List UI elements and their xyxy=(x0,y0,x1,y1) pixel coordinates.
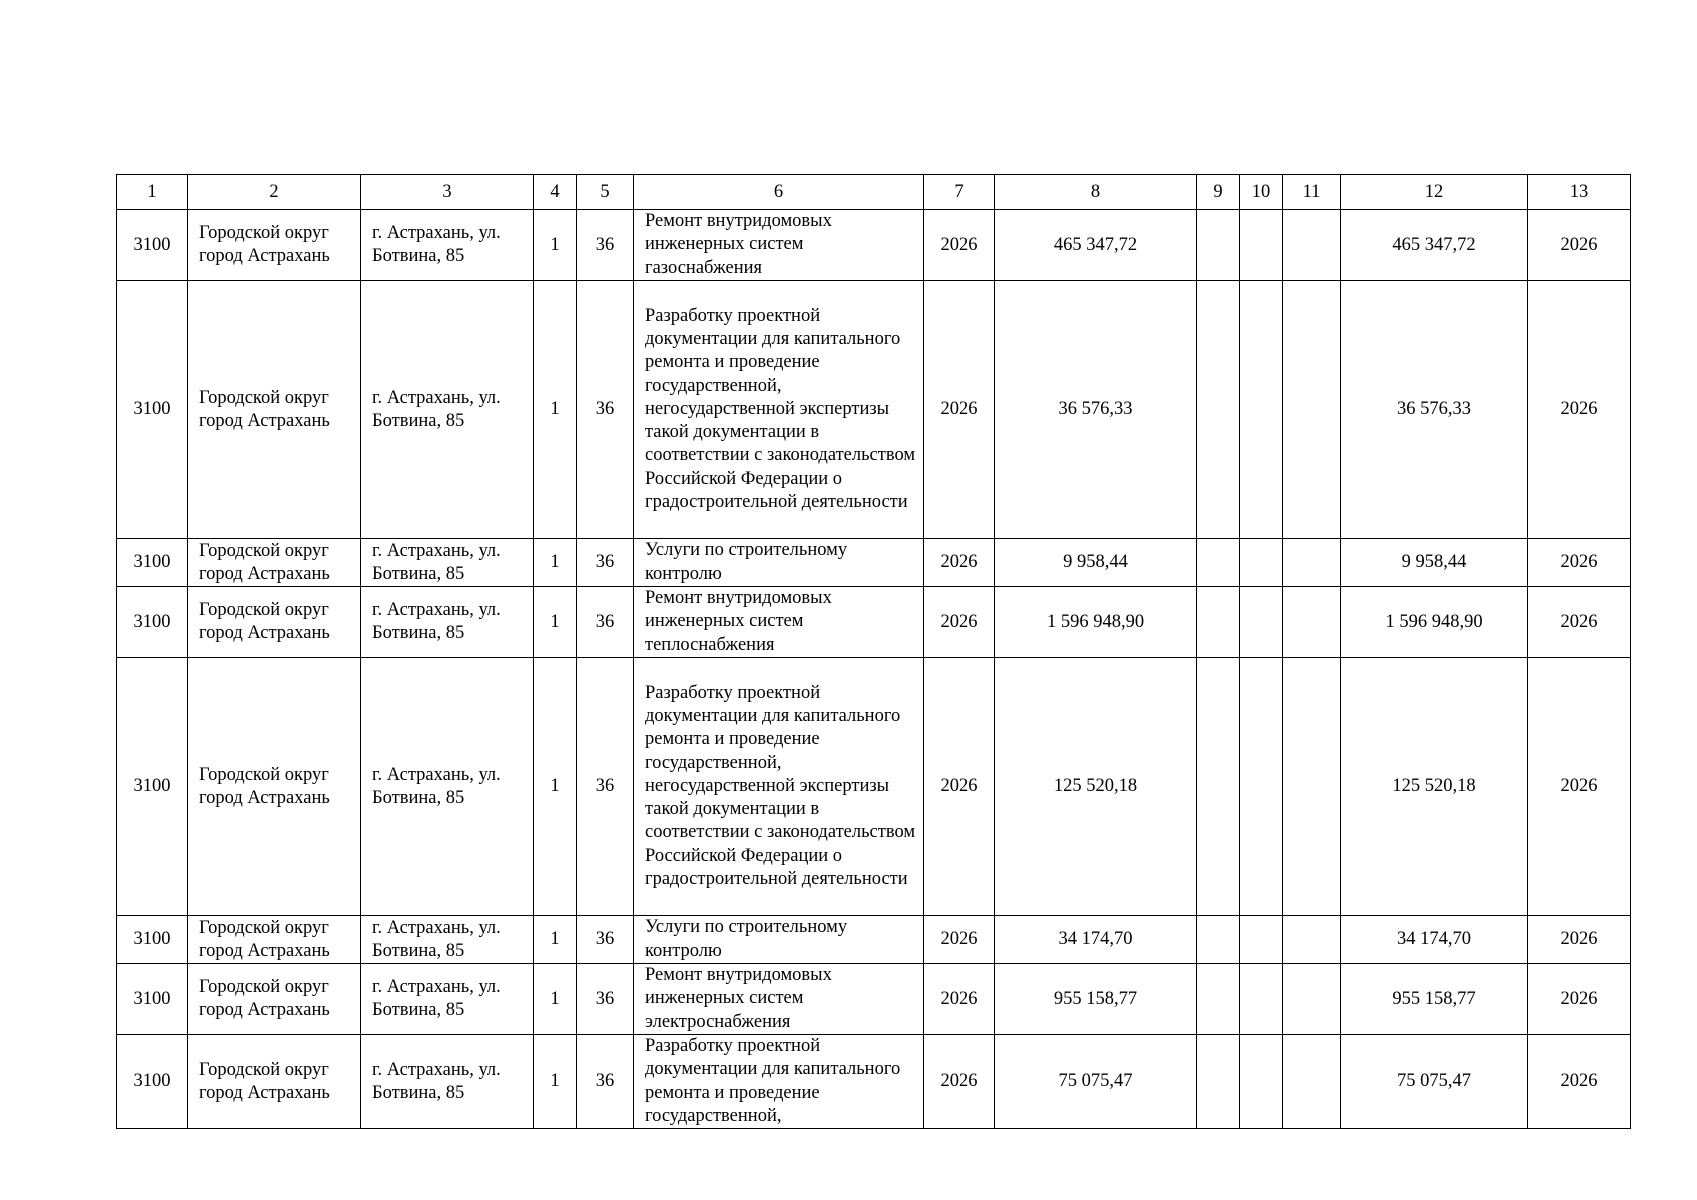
count-text: 1 xyxy=(550,1071,560,1092)
code-text: 3100 xyxy=(133,776,171,796)
empty-cell-9 xyxy=(1197,658,1240,916)
count-text: 1 xyxy=(550,988,560,1009)
total-cost-text: 36 576,33 xyxy=(1397,399,1471,419)
work-description-cell xyxy=(634,539,924,587)
address-cell xyxy=(361,916,534,964)
address-text: г. Астрахань, ул. Ботвина, 85 xyxy=(372,917,501,961)
empty-cell-9 xyxy=(1197,281,1240,539)
work-description-cell xyxy=(634,1035,924,1129)
table-row xyxy=(117,539,1631,587)
municipality-text: Городской округ город Астрахань xyxy=(199,540,330,584)
year-cell xyxy=(924,916,995,964)
address-cell xyxy=(361,539,534,587)
count-cell xyxy=(534,964,577,1035)
total-cost-cell xyxy=(1341,539,1528,587)
cost-text: 125 520,18 xyxy=(1053,776,1138,796)
number-text: 36 xyxy=(595,611,615,632)
cost-cell xyxy=(995,1035,1197,1129)
year-text: 2026 xyxy=(940,611,978,632)
year-text: 2026 xyxy=(940,929,978,949)
year-cell xyxy=(924,210,995,281)
empty-cell-11 xyxy=(1283,1035,1341,1129)
column-number-8: 8 xyxy=(995,175,1197,210)
total-cost-cell xyxy=(1341,658,1528,916)
cost-cell xyxy=(995,916,1197,964)
completion-year-cell xyxy=(1528,658,1631,916)
number-cell xyxy=(577,916,634,964)
municipality-text: Городской округ город Астрахань xyxy=(199,600,330,643)
municipality-cell xyxy=(188,916,361,964)
address-text: г. Астрахань, ул. Ботвина, 85 xyxy=(372,540,501,584)
number-text: 36 xyxy=(595,1071,615,1092)
number-cell xyxy=(577,210,634,281)
cost-text: 9 958,44 xyxy=(1063,552,1128,572)
count-cell xyxy=(534,1035,577,1129)
column-number-13: 13 xyxy=(1528,175,1631,210)
count-text: 1 xyxy=(550,776,560,796)
cost-cell xyxy=(995,539,1197,587)
table-row xyxy=(117,964,1631,1035)
completion-year-cell xyxy=(1528,210,1631,281)
empty-cell-9 xyxy=(1197,916,1240,964)
total-cost-text: 955 158,77 xyxy=(1392,988,1476,1009)
year-text: 2026 xyxy=(940,988,978,1009)
count-cell xyxy=(534,587,577,658)
number-cell xyxy=(577,281,634,539)
column-number-2: 2 xyxy=(188,175,361,210)
cost-cell xyxy=(995,964,1197,1035)
empty-cell-10 xyxy=(1240,964,1283,1035)
code-text: 3100 xyxy=(133,234,171,255)
column-number-6: 6 xyxy=(634,175,924,210)
year-text: 2026 xyxy=(940,399,978,419)
completion-year-cell xyxy=(1528,539,1631,587)
completion-year-cell xyxy=(1528,587,1631,658)
number-cell xyxy=(577,658,634,916)
year-cell xyxy=(924,281,995,539)
address-cell xyxy=(361,281,534,539)
completion-year-text: 2026 xyxy=(1560,234,1598,255)
address-text: г. Астрахань, ул. Ботвина, 85 xyxy=(372,223,501,266)
total-cost-cell xyxy=(1341,281,1528,539)
empty-cell-10 xyxy=(1240,916,1283,964)
code-cell xyxy=(117,658,188,916)
cost-text: 955 158,77 xyxy=(1053,988,1138,1009)
year-cell xyxy=(924,539,995,587)
work-description-cell xyxy=(634,210,924,281)
municipality-cell xyxy=(188,658,361,916)
empty-cell-11 xyxy=(1283,658,1341,916)
count-text: 1 xyxy=(550,929,560,949)
empty-cell-11 xyxy=(1283,916,1341,964)
column-number-3: 3 xyxy=(361,175,534,210)
completion-year-text: 2026 xyxy=(1560,929,1598,949)
column-number-10: 10 xyxy=(1240,175,1283,210)
cost-cell xyxy=(995,587,1197,658)
number-text: 36 xyxy=(595,234,615,255)
column-number-9: 9 xyxy=(1197,175,1240,210)
year-cell xyxy=(924,964,995,1035)
cost-cell xyxy=(995,210,1197,281)
table-row xyxy=(117,210,1631,281)
count-cell xyxy=(534,658,577,916)
total-cost-text: 75 075,47 xyxy=(1397,1071,1471,1092)
cost-text: 75 075,47 xyxy=(1058,1071,1133,1092)
code-text: 3100 xyxy=(133,988,171,1009)
count-text: 1 xyxy=(550,399,560,419)
cost-text: 1 596 948,90 xyxy=(1046,611,1145,632)
work-description-text: Ремонт внутридомовых инженерных систем электроснабжения xyxy=(645,965,832,1032)
address-text: г. Астрахань, ул. Ботвина, 85 xyxy=(372,600,501,643)
work-description-cell xyxy=(634,587,924,658)
number-text: 36 xyxy=(595,929,615,949)
number-text: 36 xyxy=(595,776,615,796)
number-text: 36 xyxy=(595,988,615,1009)
column-number-7: 7 xyxy=(924,175,995,210)
count-cell xyxy=(534,539,577,587)
total-cost-cell xyxy=(1341,1035,1528,1129)
code-cell xyxy=(117,916,188,964)
municipality-text: Городской округ город Астрахань xyxy=(199,223,330,266)
data-table xyxy=(116,174,1631,1129)
code-cell xyxy=(117,587,188,658)
column-number-11: 11 xyxy=(1283,175,1341,210)
empty-cell-9 xyxy=(1197,210,1240,281)
cost-cell xyxy=(995,658,1197,916)
code-text: 3100 xyxy=(133,611,171,632)
empty-cell-10 xyxy=(1240,281,1283,539)
empty-cell-10 xyxy=(1240,1035,1283,1129)
total-cost-text: 34 174,70 xyxy=(1397,929,1471,949)
municipality-text: Городской округ город Астрахань xyxy=(199,1059,330,1103)
code-text: 3100 xyxy=(133,929,171,949)
total-cost-text: 9 958,44 xyxy=(1401,552,1467,572)
completion-year-text: 2026 xyxy=(1560,988,1598,1009)
municipality-cell xyxy=(188,210,361,281)
year-text: 2026 xyxy=(940,552,978,572)
cost-text: 34 174,70 xyxy=(1058,929,1133,949)
empty-cell-10 xyxy=(1240,539,1283,587)
empty-cell-11 xyxy=(1283,964,1341,1035)
code-text: 3100 xyxy=(133,552,171,572)
table-body xyxy=(117,175,1631,1129)
completion-year-text: 2026 xyxy=(1560,1071,1598,1092)
work-description-text: Ремонт внутридомовых инженерных систем теплоснабжения xyxy=(645,588,832,655)
work-description-text: Услуги по строительному контролю xyxy=(645,917,848,961)
address-cell xyxy=(361,1035,534,1129)
column-number-12: 12 xyxy=(1341,175,1528,210)
municipality-text: Городской округ город Астрахань xyxy=(199,387,330,431)
table-row xyxy=(117,916,1631,964)
table-row xyxy=(117,1035,1631,1129)
number-cell xyxy=(577,587,634,658)
year-cell xyxy=(924,1035,995,1129)
column-number-5: 5 xyxy=(577,175,634,210)
address-text: г. Астрахань, ул. Ботвина, 85 xyxy=(372,1059,501,1103)
number-text: 36 xyxy=(595,552,615,572)
empty-cell-10 xyxy=(1240,658,1283,916)
total-cost-cell xyxy=(1341,587,1528,658)
count-text: 1 xyxy=(550,611,560,632)
year-cell xyxy=(924,587,995,658)
work-description-cell xyxy=(634,916,924,964)
count-cell xyxy=(534,281,577,539)
municipality-text: Городской округ город Астрахань xyxy=(199,917,330,961)
completion-year-text: 2026 xyxy=(1560,399,1598,419)
completion-year-text: 2026 xyxy=(1560,552,1598,572)
address-cell xyxy=(361,210,534,281)
total-cost-text: 465 347,72 xyxy=(1392,234,1476,255)
address-cell xyxy=(361,964,534,1035)
work-description-cell xyxy=(634,964,924,1035)
address-cell xyxy=(361,587,534,658)
completion-year-cell xyxy=(1528,916,1631,964)
code-cell xyxy=(117,210,188,281)
column-number-4: 4 xyxy=(534,175,577,210)
year-text: 2026 xyxy=(940,776,978,796)
address-text: г. Астрахань, ул. Ботвина, 85 xyxy=(372,764,501,808)
municipality-cell xyxy=(188,539,361,587)
work-description-text: Разработку проектной документации для капитального ремонта и проведение государственной, негосударственной экспертизы такой документации в соответствии с законодательством Российской Федерации о градостроительной деятельности xyxy=(645,305,916,513)
empty-cell-9 xyxy=(1197,539,1240,587)
work-description-text: Разработку проектной документации для капитального ремонта и проведение государственной, негосударственной экспертизы такой документации в соответствии с законодательством Российской Федерации о градостроительной деятельности xyxy=(645,682,916,890)
cost-text: 36 576,33 xyxy=(1058,399,1133,419)
municipality-cell xyxy=(188,964,361,1035)
year-cell xyxy=(924,658,995,916)
completion-year-cell xyxy=(1528,964,1631,1035)
municipality-cell xyxy=(188,587,361,658)
table-row xyxy=(117,281,1631,539)
year-text: 2026 xyxy=(940,1071,978,1092)
cost-cell xyxy=(995,281,1197,539)
empty-cell-11 xyxy=(1283,539,1341,587)
total-cost-cell xyxy=(1341,964,1528,1035)
work-description-text: Разработку проектной документации для капитального ремонта и проведение государственной, xyxy=(645,1036,901,1126)
completion-year-text: 2026 xyxy=(1560,611,1598,632)
number-cell xyxy=(577,1035,634,1129)
empty-cell-11 xyxy=(1283,210,1341,281)
number-cell xyxy=(577,539,634,587)
work-description-cell xyxy=(634,658,924,916)
number-cell xyxy=(577,964,634,1035)
table-row xyxy=(117,658,1631,916)
empty-cell-9 xyxy=(1197,964,1240,1035)
count-text: 1 xyxy=(550,234,560,255)
empty-cell-10 xyxy=(1240,210,1283,281)
count-text: 1 xyxy=(550,552,560,572)
total-cost-text: 125 520,18 xyxy=(1392,776,1476,796)
code-text: 3100 xyxy=(133,399,171,419)
cost-text: 465 347,72 xyxy=(1053,234,1138,255)
municipality-text: Городской округ город Астрахань xyxy=(199,764,330,808)
number-text: 36 xyxy=(595,399,615,419)
empty-cell-11 xyxy=(1283,587,1341,658)
count-cell xyxy=(534,916,577,964)
empty-cell-9 xyxy=(1197,1035,1240,1129)
address-text: г. Астрахань, ул. Ботвина, 85 xyxy=(372,977,501,1020)
code-cell xyxy=(117,281,188,539)
municipality-cell xyxy=(188,281,361,539)
column-number-row xyxy=(117,175,1631,210)
address-cell xyxy=(361,658,534,916)
code-text: 3100 xyxy=(133,1071,171,1092)
total-cost-cell xyxy=(1341,210,1528,281)
total-cost-cell xyxy=(1341,916,1528,964)
code-cell xyxy=(117,964,188,1035)
address-text: г. Астрахань, ул. Ботвина, 85 xyxy=(372,387,501,431)
empty-cell-10 xyxy=(1240,587,1283,658)
completion-year-cell xyxy=(1528,281,1631,539)
completion-year-text: 2026 xyxy=(1560,776,1598,796)
work-description-cell xyxy=(634,281,924,539)
empty-cell-9 xyxy=(1197,587,1240,658)
municipality-cell xyxy=(188,1035,361,1129)
column-number-1: 1 xyxy=(117,175,188,210)
code-cell xyxy=(117,539,188,587)
total-cost-text: 1 596 948,90 xyxy=(1385,611,1483,632)
code-cell xyxy=(117,1035,188,1129)
municipality-text: Городской округ город Астрахань xyxy=(199,977,330,1020)
year-text: 2026 xyxy=(940,234,978,255)
work-description-text: Услуги по строительному контролю xyxy=(645,540,848,584)
count-cell xyxy=(534,210,577,281)
table-row xyxy=(117,587,1631,658)
work-description-text: Ремонт внутридомовых инженерных систем газоснабжения xyxy=(645,211,832,278)
empty-cell-11 xyxy=(1283,281,1341,539)
completion-year-cell xyxy=(1528,1035,1631,1129)
